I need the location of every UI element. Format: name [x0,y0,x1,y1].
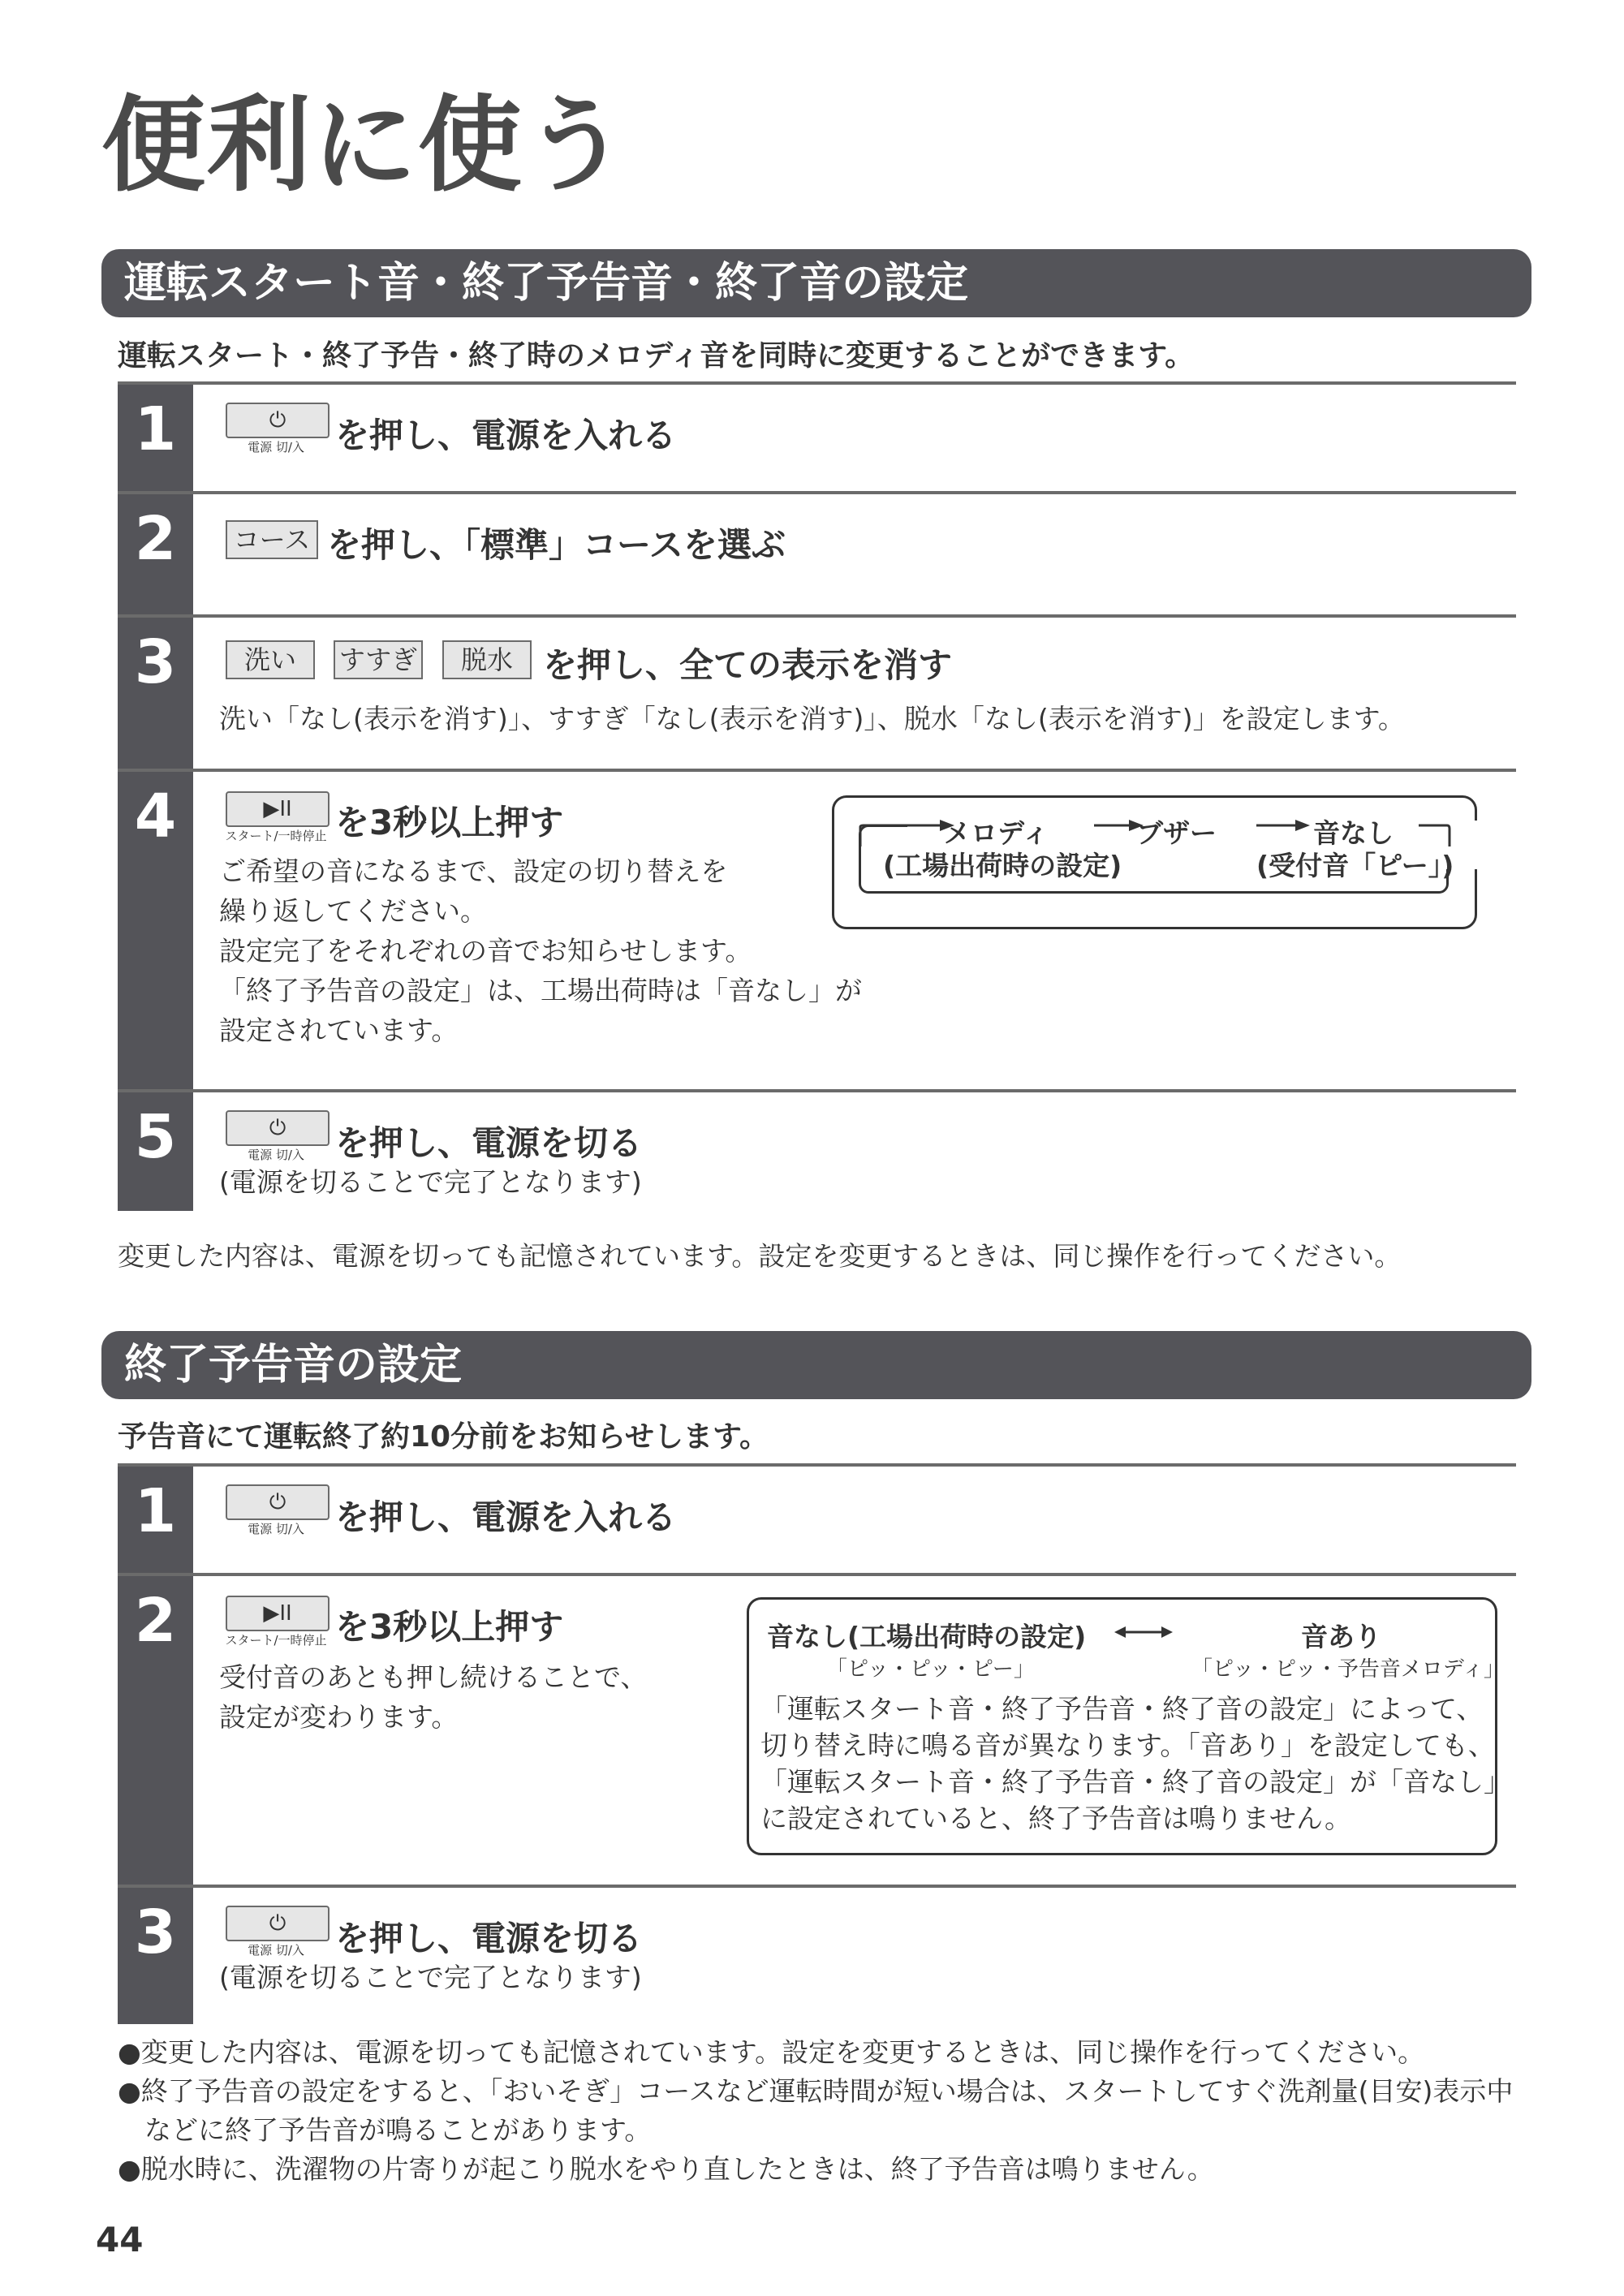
step-text: 設定完了をそれぞれの音でお知らせします。 [219,935,752,967]
start-button-caption: スタート/一時停止 [225,829,327,843]
section-intro: 運転スタート・終了予告・終了時のメロディ音を同時に変更することができます。 [118,339,1195,373]
play-pause-icon: ▶II [263,1601,292,1626]
power-icon: ⏻ [269,1490,286,1514]
step-text: 繰り返してください。 [219,895,487,927]
step-5 [118,1089,1516,1211]
s2-step-2 [118,1573,1516,1885]
sound-cycle-diagram [832,795,1477,929]
step-4 [118,769,1516,1089]
section-header-end-notice: 終了予告音の設定 [101,1331,1531,1399]
power-icon: ⏻ [269,408,286,433]
factory-setting-note: (工場出荷時の設定) [883,850,1122,881]
accept-sound-note: (受付音「ピー」) [1256,850,1454,881]
start-pause-button[interactable] [226,1596,330,1631]
start-button-caption: スタート/一時停止 [225,1633,327,1648]
power-button[interactable] [226,1484,330,1520]
power-button-caption: 電源 切/入 [248,1522,304,1536]
end-notice-info-box [747,1597,1510,1855]
power-button[interactable] [226,403,330,438]
play-pause-icon: ▶II [263,797,292,821]
s2-step-3 [118,1885,1516,2024]
step-title: を押し、電源を切る [335,1123,643,1163]
rinse-button[interactable]: すすぎ [334,640,423,679]
section-footer-note: 変更した内容は、電源を切っても記憶されています。設定を変更するときは、同じ操作を行ってください。 [118,1240,1402,1272]
silent-sound-pattern: 「ピッ・ピッ・ピー」 [826,1657,1035,1682]
start-pause-button[interactable] [226,791,330,827]
step-title: を押し、電源を切る [335,1919,643,1958]
melody-label: メロディ [944,817,1049,849]
step-title: を3秒以上押す [335,1607,564,1647]
step-text: 設定されています。 [219,1014,459,1046]
step-number: 3 [118,1888,193,2024]
box-text: 切り替え時に鳴る音が異なります。「音あり」を設定しても、 [760,1730,1495,1761]
bullet-note: ●終了予告音の設定をすると、「おいそぎ」コースなど運転時間が短い場合は、スタートしてすぐ洗剤量(目安)表示中 [118,2075,1514,2107]
section-intro: 予告音にて運転終了約10分前をお知らせします。 [118,1420,769,1454]
power-icon: ⏻ [269,1911,286,1936]
spin-button[interactable]: 脱水 [442,640,532,679]
step-number: 3 [118,618,193,769]
step-text: 設定が変わります。 [219,1701,459,1733]
step-1 [118,381,1516,491]
step-number: 1 [118,385,193,491]
s2-step-1 [118,1463,1516,1573]
step-3 [118,614,1516,769]
step-number: 4 [118,772,193,1089]
power-icon: ⏻ [269,1116,286,1140]
buzzer-label: ブザー [1136,817,1217,849]
step-title: を3秒以上押す [335,803,564,842]
page-number: 44 [96,2220,144,2259]
step-2 [118,491,1516,614]
sound-on-label: 音あり [1301,1621,1381,1652]
power-button-caption: 電源 切/入 [248,1943,304,1958]
step-title: を押し、「標準」コースを選ぶ [327,525,786,565]
step-number: 1 [118,1467,193,1573]
bullet-note: ●変更した内容は、電源を切っても記憶されています。設定を変更するときは、同じ操作を行ってください。 [118,2036,1425,2068]
step-number: 2 [118,494,193,614]
box-text: 「運転スタート音・終了予告音・終了音の設定」によって、 [760,1693,1484,1725]
bullet-note: ●脱水時に、洗濯物の片寄りが起こり脱水をやり直したときは、終了予告音は鳴りません。 [118,2153,1214,2185]
power-button[interactable] [226,1906,330,1941]
step-text: 「終了予告音の設定」は、工場出荷時は「音なし」が [219,975,862,1006]
box-text: 「運転スタート音・終了予告音・終了音の設定」が「音なし」 [760,1766,1510,1798]
step-title: を押し、電源を入れる [335,1497,677,1537]
wash-button[interactable]: 洗い [226,640,315,679]
power-button-caption: 電源 切/入 [248,1148,304,1162]
section-header-sound-settings: 運転スタート音・終了予告音・終了音の設定 [101,249,1531,317]
step-text: 受付音のあとも押し続けることで、 [219,1661,648,1693]
step-number: 2 [118,1576,193,1885]
step-title: を押し、全ての表示を消す [543,645,953,685]
step-text: ご希望の音になるまで、設定の切り替えを [219,855,728,887]
step-title: を押し、電源を入れる [335,416,677,455]
course-button[interactable]: コース [226,520,318,559]
power-button[interactable] [226,1110,330,1146]
power-button-caption: 電源 切/入 [248,440,304,454]
sound-on-pattern: 「ピッ・ピッ・予告音メロディ」 [1191,1657,1505,1682]
silent-factory-label: 音なし(工場出荷時の設定) [767,1621,1087,1652]
bullet-note: などに終了予告音が鳴ることがあります。 [118,2114,652,2146]
page-title: 便利に使う [101,85,630,206]
box-text: に設定されていると、終了予告音は鳴りません。 [760,1803,1351,1834]
step-text: (電源を切ることで完了となります) [219,1962,642,1993]
silent-label: 音なし [1313,817,1394,849]
double-arrow-icon [1114,1622,1173,1642]
step-number: 5 [118,1092,193,1211]
step-text: 洗い「なし(表示を消す)」、すすぎ「なし(表示を消す)」、脱水「なし(表示を消す)」を設定します。 [219,703,1405,734]
step-text: (電源を切ることで完了となります) [219,1166,642,1198]
